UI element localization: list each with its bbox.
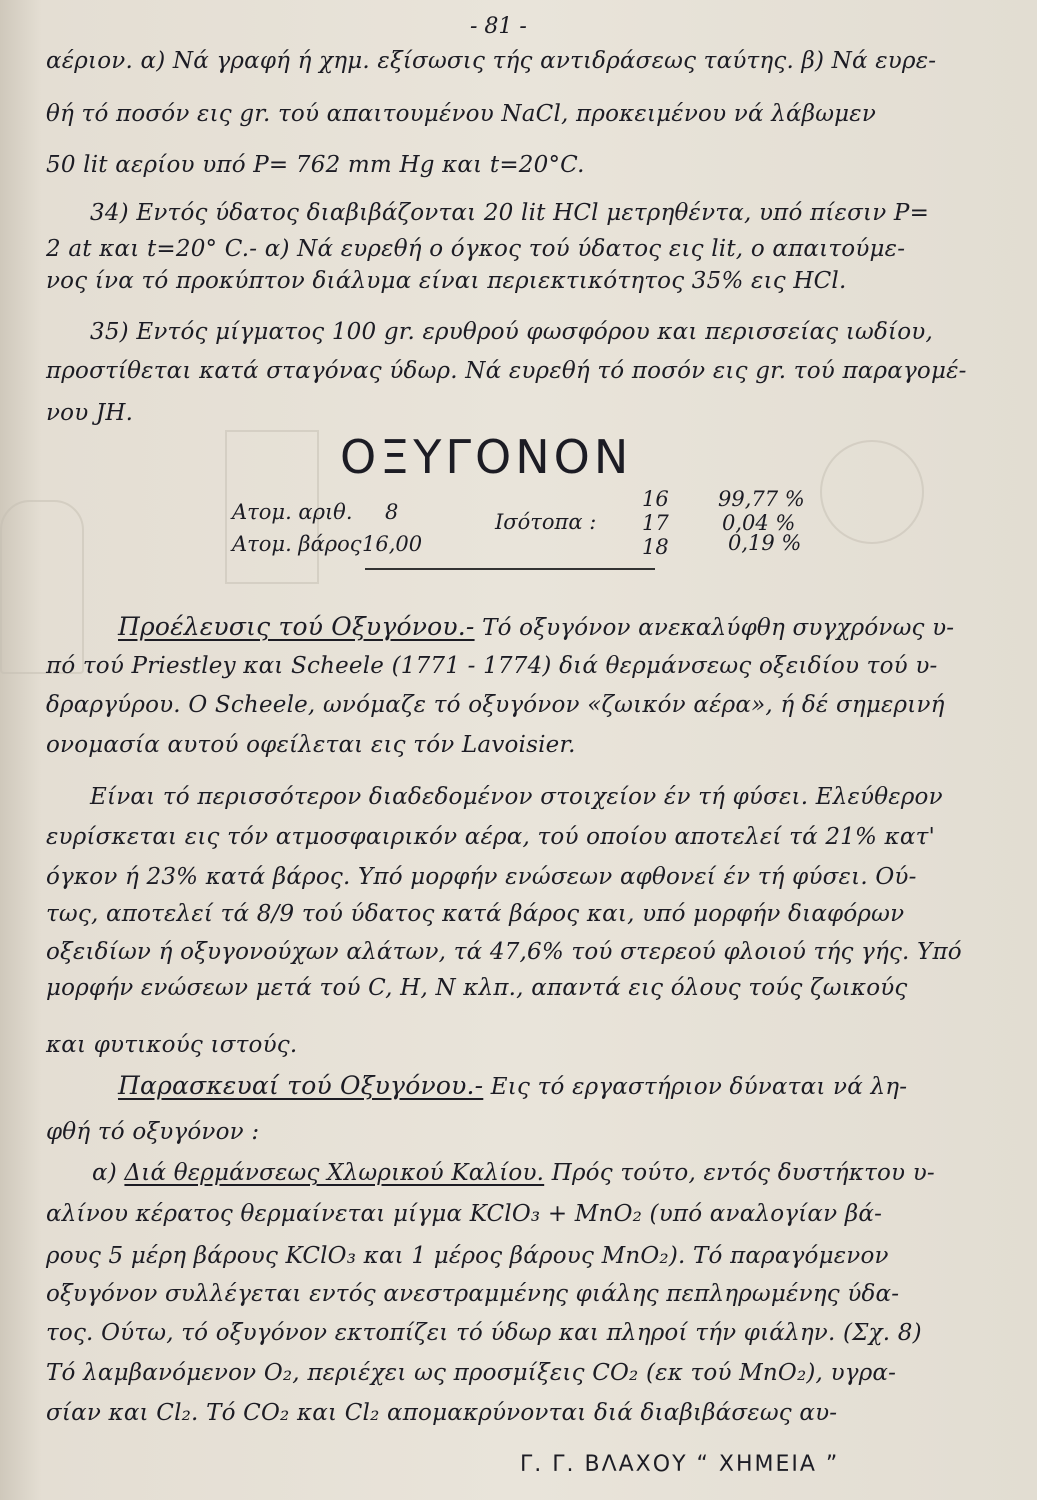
text-line: οξυγόνον συλλέγεται εντός ανεστραμμένης φιάλης πεπληρωμένης ύδα-	[46, 1281, 900, 1307]
text-line: ευρίσκεται εις τόν ατμοσφαιρικόν αέρα, τού οποίου αποτελεί τά 21% κατ'	[46, 824, 936, 850]
isotope-percent: 0,04 %	[722, 511, 796, 535]
text-line: 35) Εντός μίγματος 100 gr. ερυθρού φωσφόρου και περισσείας ιωδίου,	[90, 319, 933, 345]
isotope-mass: 18	[642, 535, 669, 559]
text-line: σίαν και Cl₂. Τό CO₂ και Cl₂ απομακρύνονται διά διαβιβάσεως αυ-	[46, 1400, 838, 1426]
show-through-flask-sketch	[820, 440, 924, 544]
page-number: - 81 -	[470, 14, 527, 39]
footer-author-title: Γ. Γ. ΒΛΑΧΟΥ “ ΧΗΜΕΙΑ ”	[520, 1452, 840, 1477]
text-line: προστίθεται κατά σταγόνας ύδωρ. Νά ευρεθή τό ποσόν εις gr. τού παραγομέ-	[46, 358, 967, 384]
method-a-prefix: α)	[92, 1160, 125, 1186]
text-line: πό τού Priestley και Scheele (1771 - 1774) διά θερμάνσεως οξειδίου τού υ-	[46, 653, 938, 679]
atomic-number-value: 8	[385, 500, 399, 524]
text-line: τως, αποτελεί τά 8/9 τού ύδατος κατά βάρος και, υπό μορφήν διαφόρων	[46, 901, 905, 927]
text-line: όγκον ή 23% κατά βάρος. Υπό μορφήν ενώσεων αφθονεί έν τή φύσει. Ού-	[46, 864, 917, 890]
text-line: νος ίνα τό προκύπτον διάλυμα είναι περιεκτικότητος 35% εις HCl.	[46, 268, 847, 294]
text-line: 50 lit αερίου υπό P= 762 mm Hg και t=20°C.	[46, 152, 585, 178]
preparation-first-line	[118, 1071, 978, 1102]
origin-text: Τό οξυγόνον ανεκαλύφθη συγχρόνως υ-	[474, 615, 955, 641]
text-line: Είναι τό περισσότερον διαδεδομένον στοιχείον έν τή φύσει. Ελεύθερον	[90, 784, 943, 810]
text-line: ρους 5 μέρη βάρους KClO₃ και 1 μέρος βάρους MnO₂). Τό παραγόμενον	[46, 1243, 889, 1269]
method-a-text: Πρός τούτο, εντός δυστήκτου υ-	[544, 1160, 935, 1186]
text-line: και φυτικούς ιστούς.	[46, 1032, 298, 1058]
origin-first-line	[118, 612, 978, 643]
method-a-first-line	[92, 1158, 982, 1188]
isotopes-label: Ισότοπα :	[495, 510, 597, 534]
text-line: θή τό ποσόν εις gr. τού απαιτουμένου NaCl, προκειμένου νά λάβωμεν	[46, 101, 877, 127]
text-line: φθή τό οξυγόνον :	[46, 1119, 260, 1145]
text-line: 2 at και t=20° C.- α) Νά ευρεθή ο όγκος τού ύδατος εις lit, ο απαιτούμε-	[46, 236, 906, 262]
text-line: νου JH.	[46, 400, 134, 426]
text-line: δραργύρου. Ο Scheele, ωνόμαζε τό οξυγόνον «ζωικόν αέρα», ή δέ σημερινή	[46, 692, 945, 718]
atomic-number-label: Ατομ. αριθ.	[232, 500, 353, 524]
atomic-weight-label: Ατομ. βάρος	[232, 532, 362, 556]
divider-rule	[365, 568, 655, 570]
text-line: τος. Ούτω, τό οξυγόνον εκτοπίζει τό ύδωρ και πληροί τήν φιάλην. (Σχ. 8)	[46, 1320, 922, 1346]
text-line: αλίνου κέρατος θερμαίνεται μίγμα KClO₃ + MnO₂ (υπό αναλογίαν βά-	[46, 1201, 883, 1227]
text-line: μορφήν ενώσεων μετά τού C, H, N κλπ., απαντά εις όλους τούς ζωικούς	[46, 975, 908, 1001]
isotope-mass: 17	[642, 511, 669, 535]
origin-heading: Προέλευσις τού Οξυγόνου.-	[118, 612, 475, 641]
isotope-percent: 99,77 %	[718, 487, 805, 511]
text-line: Τό λαμβανόμενον O₂, περιέχει ως προσμίξεις CO₂ (εκ τού MnO₂), υγρα-	[46, 1360, 897, 1386]
preparation-text: Εις τό εργαστήριον δύναται νά λη-	[483, 1074, 908, 1100]
text-line: αέριον. α) Νά γραφή ή χημ. εξίσωσις τής αντιδράσεως ταύτης. β) Νά ευρε-	[46, 48, 937, 74]
text-line: οξειδίων ή οξυγονούχων αλάτων, τά 47,6% τού στερεού φλοιού τής γής. Υπό	[46, 939, 962, 965]
atomic-weight-value: 16,00	[362, 532, 423, 556]
isotope-mass: 16	[642, 487, 669, 511]
method-a-heading: Διά θερμάνσεως Χλωρικού Καλίου.	[124, 1160, 545, 1186]
element-title: ΟΞΥΓΟΝΟΝ	[340, 430, 633, 484]
text-line: 34) Εντός ύδατος διαβιβάζονται 20 lit HCl μετρηθέντα, υπό πίεσιν P=	[90, 200, 930, 226]
preparation-heading: Παρασκευαί τού Οξυγόνου.-	[118, 1071, 484, 1100]
isotope-percent: 0,19 %	[728, 531, 802, 555]
show-through-bottle-sketch	[0, 500, 84, 674]
text-line: ονομασία αυτού οφείλεται εις τόν Lavoisier.	[46, 732, 576, 758]
